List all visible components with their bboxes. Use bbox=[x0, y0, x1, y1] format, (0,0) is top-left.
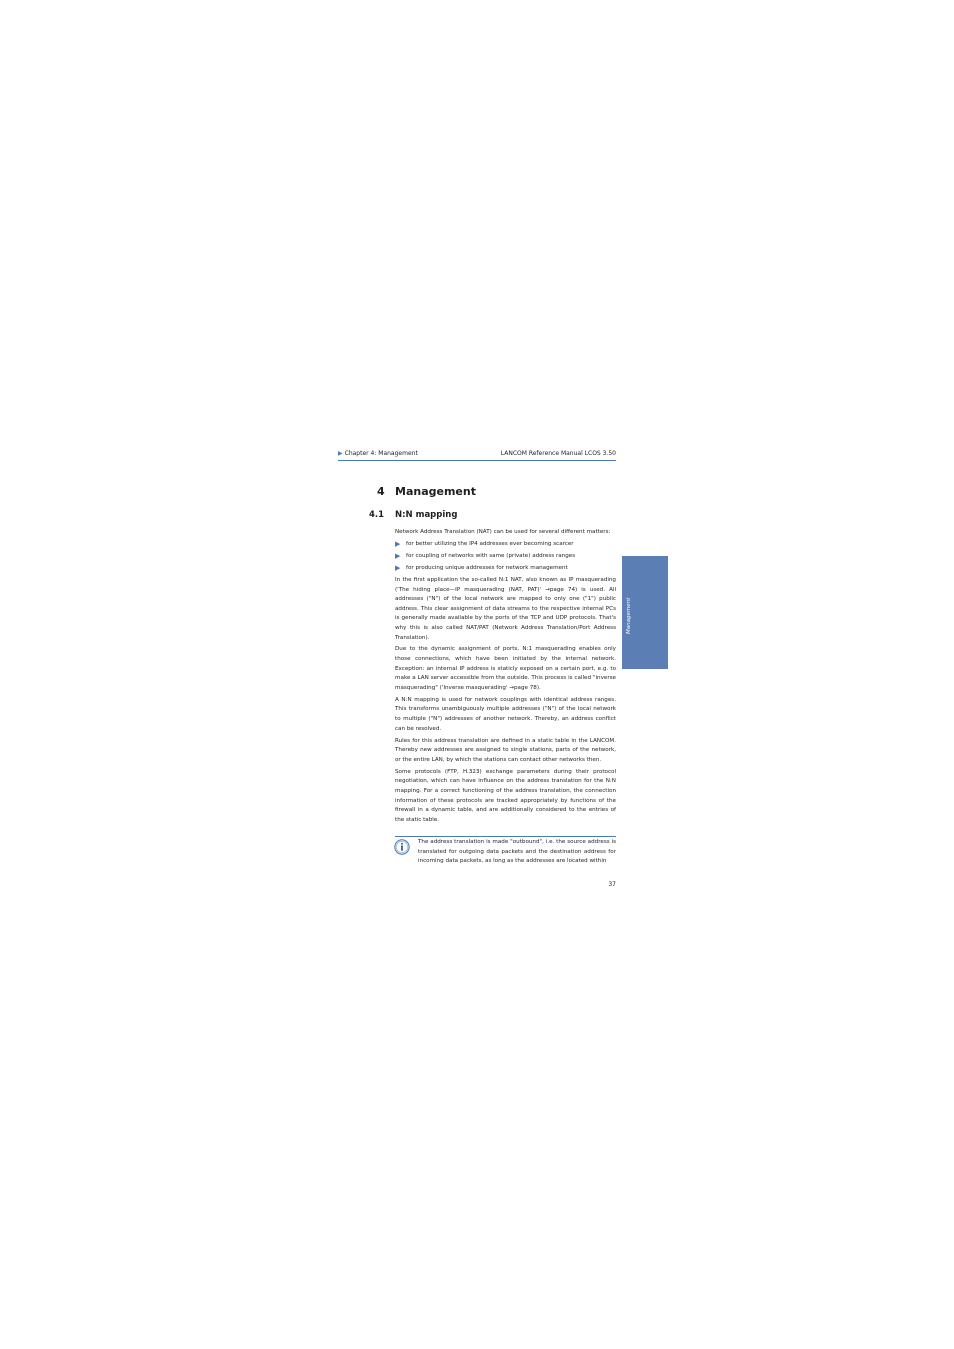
bullet-item bbox=[395, 564, 616, 574]
paragraph: Due to the dynamic assignment of ports, N:1 masquerading enables only those connections, which have been initiated by the internal network. Exception: an internal IP address is staticly exposed on a certain port, e.g. to make a LAN server accessible from the outside. This process is called "inverse masquerading" ('Inverse masquerading' →page 78). bbox=[395, 646, 616, 691]
page-number: 37 bbox=[608, 881, 616, 888]
paragraph: A N:N mapping is used for network couplings with identical address ranges. This transforms unambiguously multiple addresses ("N") of the local network to multiple ("N") addresses of another network. Thereby, an address conflict can be resolved. bbox=[395, 696, 616, 732]
triangle-bullet-icon: ▶ bbox=[395, 539, 401, 548]
chapter-number: 4 bbox=[377, 485, 385, 498]
body-text bbox=[395, 528, 616, 828]
chapter-side-tab bbox=[622, 556, 668, 669]
side-tab-label: Management bbox=[626, 597, 632, 634]
running-header-manual: LANCOM Reference Manual LCOS 3.50 bbox=[500, 450, 616, 457]
section-title: N:N mapping bbox=[395, 510, 458, 520]
bullet-item bbox=[395, 540, 616, 550]
intro-paragraph: Network Address Translation (NAT) can be used for several different matters: bbox=[395, 529, 611, 535]
bullet-text: for coupling of networks with same (private) address ranges bbox=[406, 552, 576, 559]
paragraph: Some protocols (FTP, H.323) exchange parameters during their protocol negotiation, which can have influence on the address translation for the N:N mapping. For a correct functioning of the address translation, the connection information of these protocols are tracked appropriately by functions of the firewall in a dynamic table, and are additionally considered to the entries of the static table. bbox=[395, 768, 616, 823]
header-chapter-text: Chapter 4: Management bbox=[344, 450, 418, 457]
header-rule bbox=[338, 460, 616, 461]
note-rule bbox=[395, 836, 616, 837]
triangle-bullet-icon: ▶ bbox=[338, 450, 343, 457]
paragraph: Rules for this address translation are defined in a static table in the LANCOM. Thereby new addresses are assigned to single stations, parts of the network, or the entire LAN, by which the stations can contact other networks then. bbox=[395, 737, 616, 763]
paragraph: In the first application the so-called N:1 NAT, also known as IP masquerading ('The hiding place—IP masquerading (NAT, PAT)' →page 74) is used. All addresses ("N") of the local network are mapped to only one ("1") public address. This clear assignment of data streams to the respective internal PCs is generally made available by the ports of the TCP and UDP protocols. That's why this is also called NAT/PAT (Network Address Translation/Port Address Translation). bbox=[395, 576, 616, 641]
info-icon bbox=[394, 839, 410, 855]
triangle-bullet-icon: ▶ bbox=[395, 551, 401, 560]
running-header-chapter bbox=[338, 450, 418, 458]
chapter-title: Management bbox=[395, 485, 476, 498]
bullet-text: for better utilizing the IP4 addresses ever becoming scarcer bbox=[406, 540, 574, 547]
triangle-bullet-icon: ▶ bbox=[395, 563, 401, 572]
bullet-item bbox=[395, 552, 616, 562]
section-number: 4.1 bbox=[369, 510, 385, 520]
note-text: The address translation is made "outbound", i.e. the source address is translated for outgoing data packets and the destination address for incoming data packets, as long as the addresses are located within bbox=[418, 839, 616, 865]
bullet-text: for producing unique addresses for network management bbox=[406, 564, 568, 571]
